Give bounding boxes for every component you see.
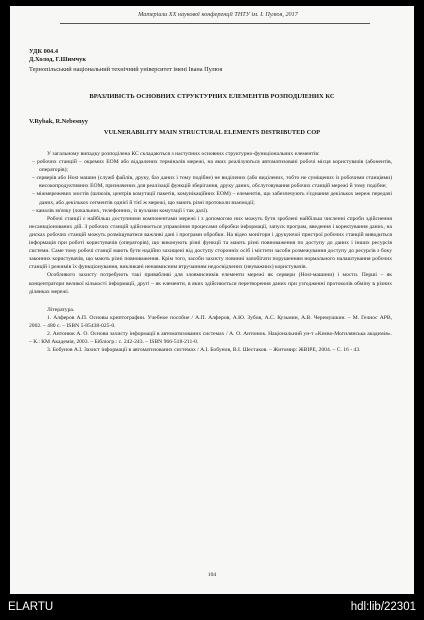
header-rule xyxy=(60,23,370,24)
authors-english: V.Rybak, R.Nebesnyy xyxy=(29,118,88,125)
title-english: VULNERABILITY MAIN STRUCTURAL ELEMENTS DISTRIBUTED COP xyxy=(103,129,321,136)
element-list xyxy=(29,158,392,215)
article-body xyxy=(29,150,392,354)
intro-paragraph: У загальному випадку розподілена КС складаються з наступних основних структурно-функціональних елементів: xyxy=(47,151,320,157)
footer-repository-name: ELARTU xyxy=(8,601,54,613)
affiliation: Тернопільський національний технічний університет імені Івана Пулюя xyxy=(29,66,223,73)
list-item: – каналів зв'язку (локальних, телефонних, із вузлами комутації і так далі). xyxy=(32,207,209,214)
list-item: – серверів або Host машин (служб файлів, друку, баз даних і тому подібне) не виділених (або виділених, тобто не суміщених із робочими станціями) високопродуктивних ЕОМ, призначених для реалізації функцій зберігання, друку даних, обслуговування робочих станцій мережі й тому подібне; xyxy=(32,175,392,190)
footer-handle: hdl:lib/22301 xyxy=(350,601,416,613)
running-header: Матеріали XX наукової конференції ТНТУ ім. І. Пулюя, 2017 xyxy=(138,11,298,18)
references-heading: Література. xyxy=(47,306,75,313)
list-item: – робочих станцій – окремих ЕОМ або віддалених терміналів мережі, на яких реалізуються автоматизовані робочі місця користувачів (абонентів, операторів); xyxy=(32,159,392,174)
paragraph-workstations: Робочі станції є найбільш доступними компонентами мережі і з допомогою них можуть бути зроблені найбільш численні спроби здійснення несанкціонованих дій. З робочих станцій здійснюється управління процесами обробки інформації, запуск програм, введення і коректування даних, на дисках робочих станцій можуть розміщуватися важливі дані і програми обробки. На відео монітори і друкуючої пристрої робочих станцій виводиться інформація при роботі користувачів (операторів), що виконують різні функції та мають різні повноваження по доступу до даних і інших ресурсів системи. Саме тому робочі станції мають бути надійно захищені від доступу сторонніх осіб і містити засоби розмежування доступу до ресурсів з боку законних користувачів, що мають різні повноваження. Крім того, засоби захисту повинні запобігати порушенням нормального налаштування робочих станцій і режимів їх функціонування, викликані ненавмисним втручанням недосвідчених (неуважних) користувачів. xyxy=(29,215,392,271)
title-ukrainian: ВРАЗЛИВІСТЬ ОСНОВНИХ СТРУКТУРНИХ ЕЛЕМЕНТІВ РОЗПОДІЛЕНИХ КС xyxy=(89,93,335,100)
authors: Д.Холод, Г.Шимчук xyxy=(29,56,87,63)
udc-code: УДК 004.4 xyxy=(29,48,59,55)
references-list xyxy=(29,314,392,354)
reference-item: 2. Антонюк А. О. Основи захисту інформації в автоматизованих системах / А. О. Антонюк. Національний ун-т «Києво-Могилянська академія». – К.: КМ Академія, 2003. – Бібліогр.: с. 242-243. – ISBN 966-518-211-0. xyxy=(29,330,392,346)
page-number: 104 xyxy=(207,572,217,578)
paragraph-servers: Особливого захисту потребують такі привабливі для зловмисників елементи мережі як сервери (Host-машини) і мости. Перші – як концентратори великої кількості інформації, другі – як елементи, в яких здійснюється перетворення даних при узгодженні протоколів обміну в різних ділянках мережі. xyxy=(29,272,392,295)
reference-item: 1. Алферов А.П. Основы криптографии. Учебное пособие / А.П. Алферов, А.Ю. Зубов, А.С. Кузьмин, А.В. Черемушкин. – М. Гелиос АРВ, 2002. – 480 с. – ISBN 5-85438-025-0. xyxy=(29,314,392,329)
paper-page xyxy=(10,6,414,594)
reference-item: 3. Бобунов А.І. Захист інформації в автоматизованих системах / А.І. Бобунов, В.І. Шестаков. – Житомир: ЖВІРЕ, 2004. – С. 16 - 43. xyxy=(47,347,361,354)
list-item: – міжмережевих мостів (шлюзів, центрів комутації пакетів, комунікаційних ЕОМ) – елементів, що забезпечують з'єднання декількох мереж передачі даних, або декількох сегментів однієї й тієї ж мережі, що мають різні протоколи взаємодії; xyxy=(32,191,392,206)
